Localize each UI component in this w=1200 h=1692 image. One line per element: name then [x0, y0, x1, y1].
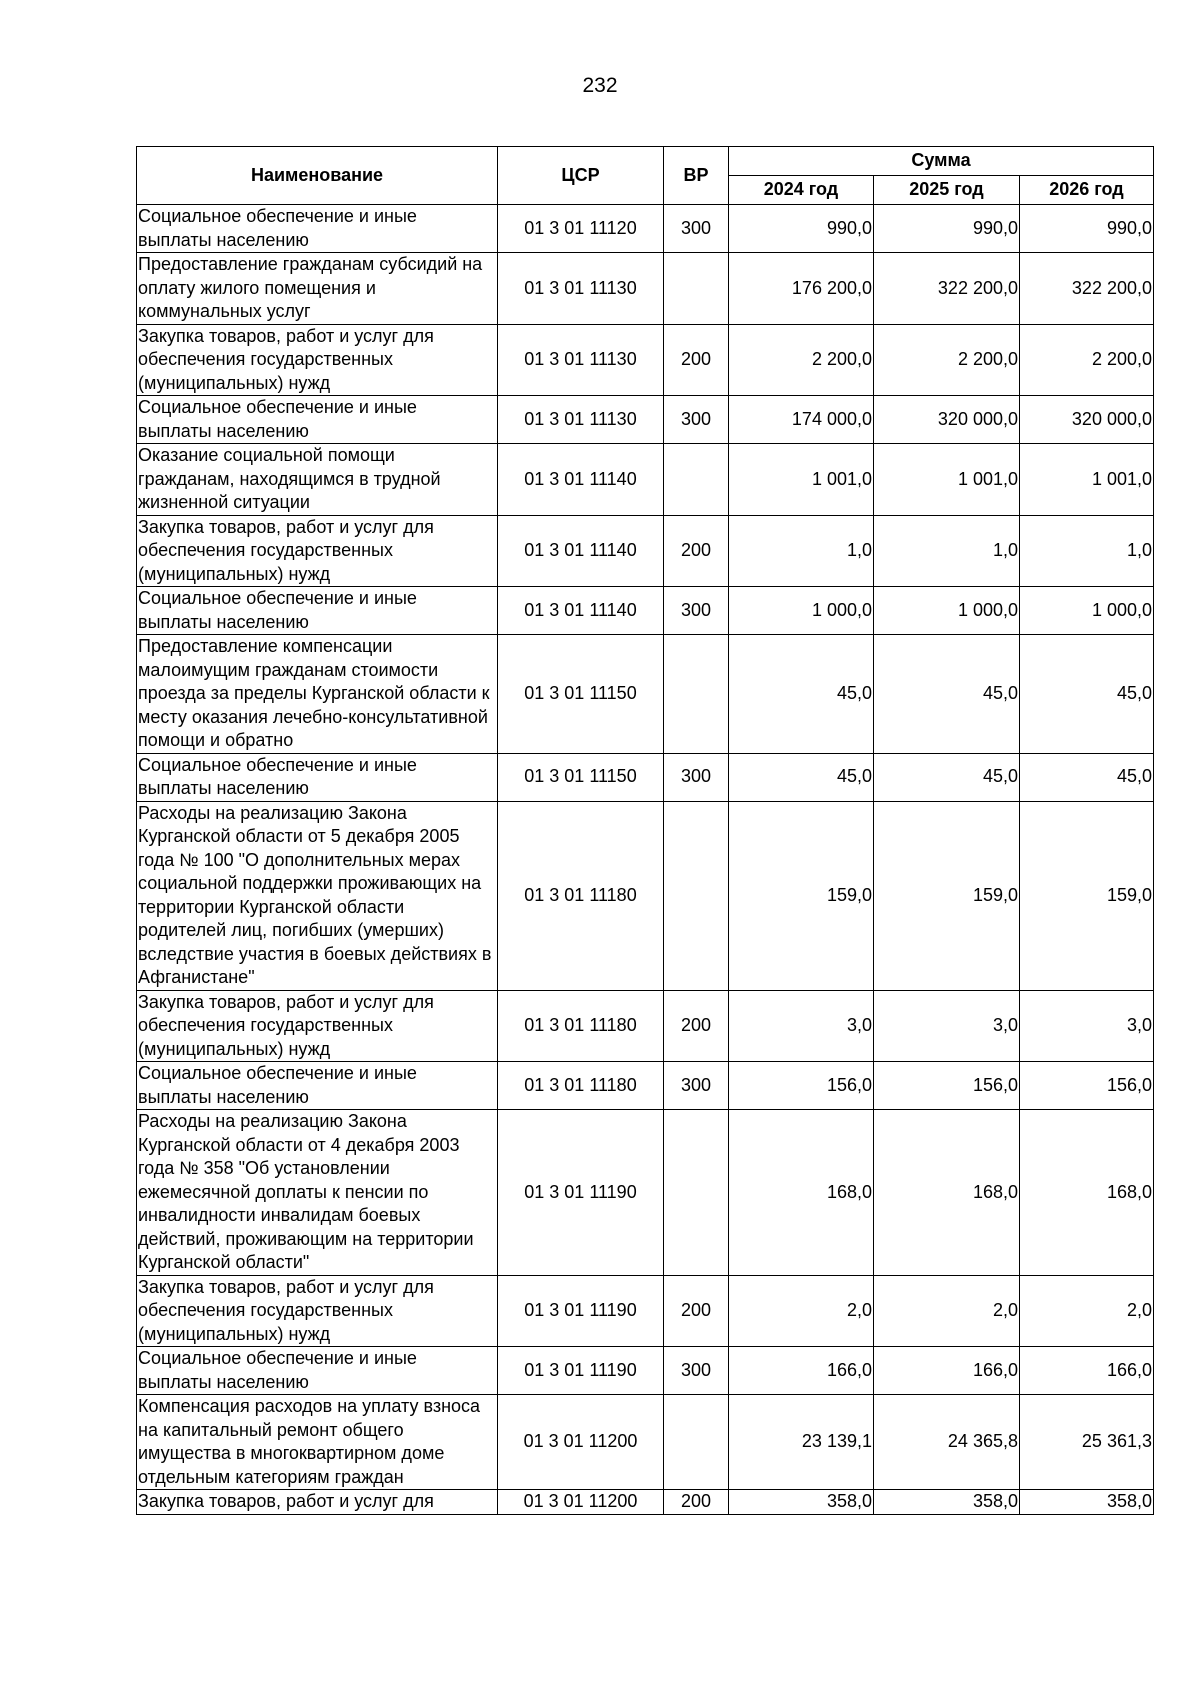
cell-vr: [664, 1395, 729, 1490]
cell-amount-2026: 320 000,0: [1020, 396, 1154, 444]
cell-csr: 01 3 01 11140: [498, 587, 664, 635]
cell-amount-2025: 358,0: [874, 1490, 1020, 1515]
table-row: [137, 444, 1154, 516]
cell-name: Закупка товаров, работ и услуг для обеспечения государственных (муниципальных) нужд: [137, 324, 498, 396]
cell-vr: 300: [664, 1062, 729, 1110]
cell-name: Закупка товаров, работ и услуг для обеспечения государственных (муниципальных) нужд: [137, 990, 498, 1062]
cell-vr: [664, 1110, 729, 1276]
cell-amount-2024: 168,0: [729, 1110, 874, 1276]
cell-amount-2024: 166,0: [729, 1347, 874, 1395]
cell-name: Закупка товаров, работ и услуг для: [137, 1490, 498, 1515]
table-row: [137, 1490, 1154, 1515]
cell-amount-2024: 45,0: [729, 753, 874, 801]
cell-name: Социальное обеспечение и иные выплаты населению: [137, 396, 498, 444]
cell-vr: [664, 635, 729, 754]
cell-amount-2025: 322 200,0: [874, 253, 1020, 325]
cell-vr: [664, 801, 729, 990]
cell-amount-2024: 174 000,0: [729, 396, 874, 444]
cell-name: Компенсация расходов на уплату взноса на капитальный ремонт общего имущества в многоквартирном доме отдельным категориям граждан: [137, 1395, 498, 1490]
cell-amount-2025: 1,0: [874, 515, 1020, 587]
header-year-2024: 2024 год: [729, 176, 874, 205]
cell-csr: 01 3 01 11120: [498, 205, 664, 253]
cell-csr: 01 3 01 11200: [498, 1490, 664, 1515]
budget-table: [136, 146, 1154, 1515]
cell-amount-2026: 2 200,0: [1020, 324, 1154, 396]
cell-vr: 200: [664, 324, 729, 396]
cell-vr: 200: [664, 990, 729, 1062]
cell-amount-2026: 25 361,3: [1020, 1395, 1154, 1490]
table-header-row: [137, 147, 1154, 176]
cell-amount-2025: 2,0: [874, 1275, 1020, 1347]
cell-amount-2025: 159,0: [874, 801, 1020, 990]
table-row: [137, 1110, 1154, 1276]
table-row: [137, 205, 1154, 253]
cell-amount-2026: 1 001,0: [1020, 444, 1154, 516]
cell-amount-2026: 2,0: [1020, 1275, 1154, 1347]
cell-csr: 01 3 01 11150: [498, 753, 664, 801]
cell-amount-2025: 2 200,0: [874, 324, 1020, 396]
cell-csr: 01 3 01 11190: [498, 1275, 664, 1347]
cell-name: Оказание социальной помощи гражданам, находящимся в трудной жизненной ситуации: [137, 444, 498, 516]
cell-name: Закупка товаров, работ и услуг для обеспечения государственных (муниципальных) нужд: [137, 1275, 498, 1347]
cell-amount-2025: 168,0: [874, 1110, 1020, 1276]
cell-csr: 01 3 01 11140: [498, 444, 664, 516]
cell-name: Предоставление гражданам субсидий на оплату жилого помещения и коммунальных услуг: [137, 253, 498, 325]
cell-amount-2025: 990,0: [874, 205, 1020, 253]
cell-csr: 01 3 01 11140: [498, 515, 664, 587]
cell-amount-2024: 1 001,0: [729, 444, 874, 516]
table-row: [137, 1395, 1154, 1490]
cell-amount-2024: 23 139,1: [729, 1395, 874, 1490]
cell-amount-2026: 45,0: [1020, 753, 1154, 801]
cell-csr: 01 3 01 11130: [498, 253, 664, 325]
cell-amount-2025: 45,0: [874, 753, 1020, 801]
cell-vr: 300: [664, 205, 729, 253]
cell-csr: 01 3 01 11180: [498, 801, 664, 990]
cell-amount-2026: 166,0: [1020, 1347, 1154, 1395]
table-row: [137, 801, 1154, 990]
cell-vr: 300: [664, 753, 729, 801]
cell-amount-2026: 1,0: [1020, 515, 1154, 587]
cell-amount-2024: 3,0: [729, 990, 874, 1062]
cell-vr: [664, 253, 729, 325]
table-row: [137, 515, 1154, 587]
cell-csr: 01 3 01 11190: [498, 1110, 664, 1276]
table-row: [137, 635, 1154, 754]
cell-csr: 01 3 01 11190: [498, 1347, 664, 1395]
cell-name: Социальное обеспечение и иные выплаты населению: [137, 205, 498, 253]
header-sum: Сумма: [729, 147, 1154, 176]
cell-amount-2025: 156,0: [874, 1062, 1020, 1110]
cell-amount-2026: 45,0: [1020, 635, 1154, 754]
table-row: [137, 396, 1154, 444]
table-row: [137, 753, 1154, 801]
cell-name: Предоставление компенсации малоимущим гражданам стоимости проезда за пределы Курганской области к месту оказания лечебно-консультативной помощи и обратно: [137, 635, 498, 754]
cell-amount-2024: 159,0: [729, 801, 874, 990]
cell-name: Расходы на реализацию Закона Курганской области от 5 декабря 2005 года № 100 "О дополнительных мерах социальной поддержки проживающих на территории Курганской области родителей лиц, погибших (умерших) вследствие участия в боевых действиях в Афганистане": [137, 801, 498, 990]
cell-csr: 01 3 01 11180: [498, 990, 664, 1062]
table-row: [137, 990, 1154, 1062]
cell-amount-2026: 990,0: [1020, 205, 1154, 253]
cell-amount-2024: 156,0: [729, 1062, 874, 1110]
cell-amount-2026: 3,0: [1020, 990, 1154, 1062]
header-name: Наименование: [137, 147, 498, 205]
cell-amount-2026: 1 000,0: [1020, 587, 1154, 635]
cell-csr: 01 3 01 11150: [498, 635, 664, 754]
cell-vr: 300: [664, 587, 729, 635]
cell-amount-2026: 168,0: [1020, 1110, 1154, 1276]
cell-amount-2026: 322 200,0: [1020, 253, 1154, 325]
header-csr: ЦСР: [498, 147, 664, 205]
cell-name: Расходы на реализацию Закона Курганской области от 4 декабря 2003 года № 358 "Об установлении ежемесячной доплаты к пенсии по инвалидности инвалидам боевых действий, проживающим на территории Курганской области": [137, 1110, 498, 1276]
cell-amount-2026: 358,0: [1020, 1490, 1154, 1515]
header-year-2025: 2025 год: [874, 176, 1020, 205]
cell-vr: 300: [664, 396, 729, 444]
cell-amount-2024: 176 200,0: [729, 253, 874, 325]
cell-csr: 01 3 01 11180: [498, 1062, 664, 1110]
header-vr: ВР: [664, 147, 729, 205]
cell-name: Социальное обеспечение и иные выплаты населению: [137, 1347, 498, 1395]
cell-amount-2024: 1,0: [729, 515, 874, 587]
cell-amount-2025: 320 000,0: [874, 396, 1020, 444]
cell-amount-2025: 1 000,0: [874, 587, 1020, 635]
cell-amount-2025: 24 365,8: [874, 1395, 1020, 1490]
cell-vr: [664, 444, 729, 516]
page-number: 232: [582, 74, 618, 97]
cell-amount-2024: 358,0: [729, 1490, 874, 1515]
table-row: [137, 253, 1154, 325]
cell-csr: 01 3 01 11200: [498, 1395, 664, 1490]
cell-csr: 01 3 01 11130: [498, 324, 664, 396]
cell-amount-2025: 166,0: [874, 1347, 1020, 1395]
cell-amount-2026: 159,0: [1020, 801, 1154, 990]
cell-amount-2024: 1 000,0: [729, 587, 874, 635]
cell-amount-2025: 3,0: [874, 990, 1020, 1062]
cell-name: Социальное обеспечение и иные выплаты населению: [137, 1062, 498, 1110]
cell-amount-2024: 45,0: [729, 635, 874, 754]
table-row: [137, 1062, 1154, 1110]
header-year-2026: 2026 год: [1020, 176, 1154, 205]
cell-vr: 200: [664, 1490, 729, 1515]
cell-amount-2025: 1 001,0: [874, 444, 1020, 516]
cell-amount-2024: 2,0: [729, 1275, 874, 1347]
cell-name: Социальное обеспечение и иные выплаты населению: [137, 587, 498, 635]
cell-vr: 300: [664, 1347, 729, 1395]
cell-amount-2024: 990,0: [729, 205, 874, 253]
cell-amount-2024: 2 200,0: [729, 324, 874, 396]
cell-name: Закупка товаров, работ и услуг для обеспечения государственных (муниципальных) нужд: [137, 515, 498, 587]
table-row: [137, 1347, 1154, 1395]
cell-vr: 200: [664, 515, 729, 587]
cell-csr: 01 3 01 11130: [498, 396, 664, 444]
cell-amount-2025: 45,0: [874, 635, 1020, 754]
table-row: [137, 587, 1154, 635]
table-row: [137, 1275, 1154, 1347]
cell-name: Социальное обеспечение и иные выплаты населению: [137, 753, 498, 801]
cell-vr: 200: [664, 1275, 729, 1347]
table-row: [137, 324, 1154, 396]
cell-amount-2026: 156,0: [1020, 1062, 1154, 1110]
